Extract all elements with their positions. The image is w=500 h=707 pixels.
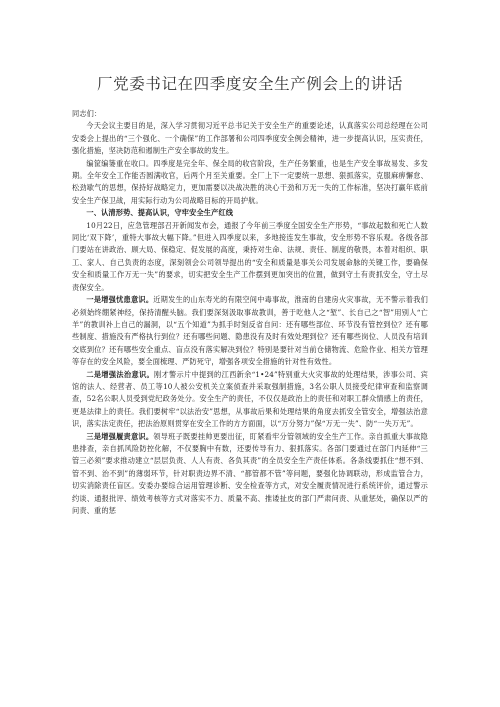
document-body [72,108,428,517]
salutation: 同志们： [72,109,102,118]
paragraph-point-1 [72,294,428,368]
paragraph-point-3 [72,431,428,518]
paragraph-point-2 [72,369,428,431]
document-page [72,0,428,707]
section-heading-1: 一、认清形势、提高认识，守牢安全生产红线 [86,208,234,218]
point-3-text: 领导班子既要挂帅更要出征，盯紧看牢分管领域的安全生产工作。亲自抓重大事故隐患排查，亲自抓风险防控化解，不仅要胸中有数，还要传导有力、狠抓落实。各部门要通过在部门内延伸“三管三必须”要求推动建立“层层负责、人人有责、各负其责”的全员安全生产责任体系。各条线要抓住“想不到、管不到、治不到”的薄弱环节，针对职责边界不清、“都管都不管”等问题，要强化协调联动，形成监管合力，切实消除责任盲区。安委办要综合运用管理诊断、安全检查等方式，对安全履责情况进行系统评价，通过警示约谈、通报批评、绩效考核等方式对落实不力、质量不高、推诿扯皮的部门严肃问责、从重惩处，确保以严的问责、重的惩 [72,431,428,515]
point-2-text: 刚才警示片中提到的江西新余“1•24”特别重大火灾事故的处理结果，涉事公司、宾馆的法人、经营者、员工等10人被公安机关立案侦查并采取强制措施，3名公职人员接受纪律审查和监察调查，52名公职人员受到党纪政务处分。安全生产的责任，不仅仅是政治上的责任和对职工群众情感上的责任，更是法律上的责任。我们要树牢“以法治安”思想，从事故后果和处理结果的角度去抓安全管安全，增强法治意识，落实法定责任，把法治原则贯穿在安全工作的方方面面，以“万分努力”保“万无一失”、防“一失万无”。 [72,369,428,429]
paragraph-context: 编筐编篓重在收口。四季度是完全年、保全局的收官阶段，生产任务繁重，也是生产安全事故易发、多发期。全年安全工作能否圆满收官，后两个月至关重要。全厂上下一定要统一思想、狠抓落实，克服麻痹懈怠、松劲歇气的思想，保持好战略定力，更加需要以决战决胜的决心干劲和万无一失的工作标准，坚决打赢年底前安全生产保卫战，用实际行动为公司战略目标的开局护航。 [72,158,428,205]
point-3-lead: 三是增强履责意识。 [86,431,154,441]
document-title: 厂党委书记在四季度安全生产例会上的讲话 [97,75,403,93]
point-1-lead: 一是增强忧患意识。 [86,295,154,305]
point-1-text: 近期发生的山东寿光的有限空间中毒事故，淮南的自建房火灾事故，无不警示着我们必须始终绷紧神经，保持清醒头脑。我们要深刻汲取事故教训，善于吃他人之“堑”、长自己之“智”用别人“亡羊”的教训补上自己的漏洞，以“五个知道”为抓手时刻反省自问：还有哪些部位、环节没有管控到位？还有哪些制度、措施没有严格执行到位？还有哪些问题、隐患没有及时有效处理到位？还有哪些岗位、人员没有培训交底到位？还有哪些安全重点、盲点没有落实解决到位？特别是要针对当前仓储物流、危险作业、相关方管理等存在的安全风险，要全面梳理、严防死守，增强各项安全措施的针对性有效性。 [72,295,428,367]
paragraph-situation: 10月22日，应急管理部召开新闻发布会，通报了今年前三季度全国安全生产形势，“事故起数和死亡人数同比‘双下降’，重特大事故大幅下降。”但进入四季度以来，多地接连发生事故，安全形势不容乐观。各级各部门要站在讲政治、顾大局、保稳定、促发展的高度，秉持对生命、法规、责任、制度的敬畏，本着对组织、职工、家人、自己负责的态度，深刻领会公司领导提出的“安全和质量是事关公司发展命脉的关键工作，要确保安全和质量工作万无一失”的要求，切实把安全生产工作摆到更加突出的位置，做到守土有责抓安全，守土尽责保安全。 [72,220,428,292]
point-2-lead: 二是增强法治意识。 [86,369,154,379]
paragraph-intro: 今天会议主要目的是，深入学习贯彻习近平总书记关于安全生产的重要论述，认真落实公司总经理在公司安委会上提出的“三个强化、一个确保”的工作部署和公司四季度安全例会精神，进一步提高认识，压实责任，强化措施，坚决防范和遏制生产安全事故的发生。 [72,121,428,156]
